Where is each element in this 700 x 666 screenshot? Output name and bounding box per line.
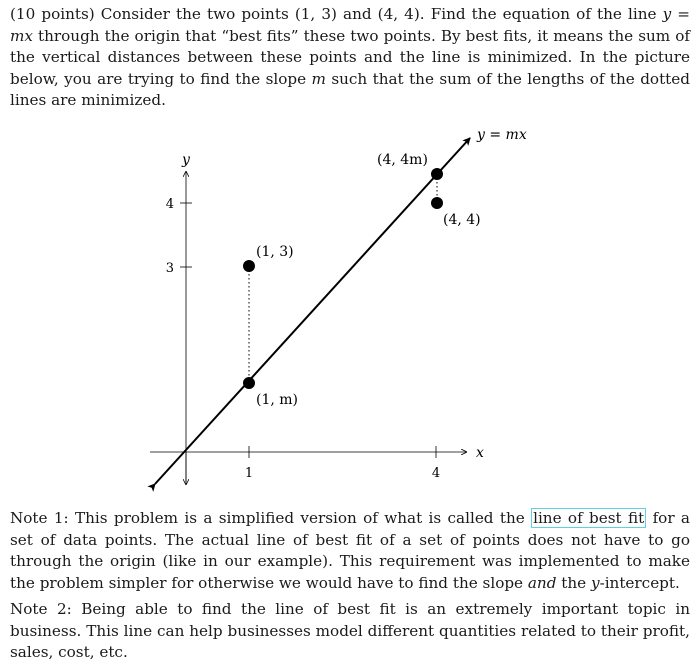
note1-text-2: for a set of data points. The actual line of best fit of a set of points does not have to go through the origin (like in our example). This requirement was implemented to make the problem simpler for otherwise we would have to find the slope: [10, 509, 690, 592]
note-1: [10, 508, 690, 594]
point-label-4-4: (4, 4): [443, 212, 481, 228]
point-4-4m: [431, 168, 443, 180]
note1-text-3: the: [556, 573, 591, 592]
x-axis-label: x: [476, 445, 484, 461]
point-1-m: [243, 377, 255, 389]
line-of-best-fit-link[interactable]: line of best fit: [533, 509, 645, 527]
note1-text-1: Note 1: This problem is a simplified version of what is called the: [10, 509, 532, 527]
note1-and: and: [527, 573, 557, 592]
point-label-1-m: (1, m): [256, 392, 299, 408]
problem-text-2: through the origin that “best fits” these two points. By best fits, it means the sum of the vertical distances between these points and the line is minimized. In the picture below, you are trying to find the slope: [10, 26, 690, 88]
fit-line: [155, 138, 470, 484]
problem-text-3: such that the sum of the lengths of the dotted lines are minimized.: [10, 69, 690, 110]
x-tick-label-1: 1: [244, 466, 254, 481]
point-label-4-4m: (4, 4m): [377, 152, 428, 168]
note-2: [10, 599, 690, 664]
y-tick-label-4: 4: [165, 197, 174, 212]
fit-line-label: y = mx: [477, 127, 527, 143]
point-label-1-3: (1, 3): [256, 244, 294, 260]
point-4-4: [431, 197, 443, 209]
problem-text-1: (10 points) Consider the two points (1, 3) and (4, 4). Find the equation of the line: [10, 5, 663, 23]
line-equation: y = mx: [10, 5, 690, 45]
note2-text: Note 2: Being able to find the line of best fit is an extremely important topic in business. This line can help businesses model different quantities related to their profit, sales, cost, etc.: [10, 600, 690, 662]
slope-variable: m: [311, 69, 326, 88]
x-tick-label-4: 4: [431, 466, 441, 481]
y-variable: y: [590, 573, 600, 592]
note1-text-4: -intercept.: [599, 573, 680, 592]
y-tick-label-3: 3: [165, 261, 174, 276]
point-1-3: [243, 260, 255, 272]
y-axis-label: y: [182, 152, 190, 168]
